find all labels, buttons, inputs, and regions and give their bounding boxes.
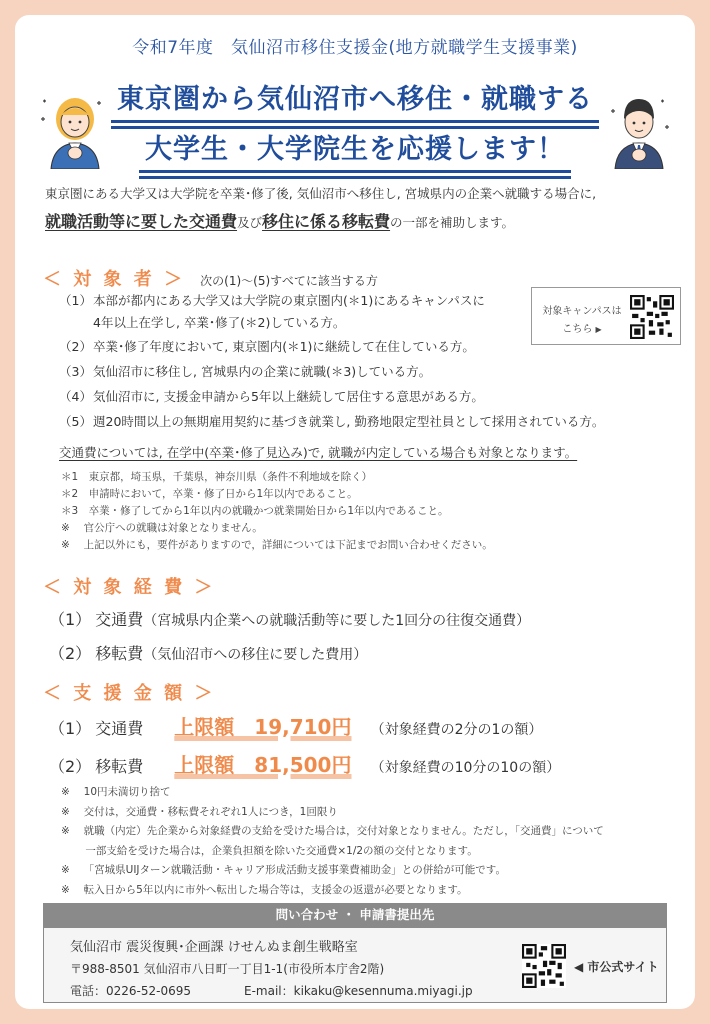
eligibility-item: 4年以上在学し, 卒業･修了(＊2)している方。	[93, 315, 346, 330]
amount-note: ※ 就職（内定）先企業から対象経費の支給を受けた場合は，交付対象となりません。ただし，「交通費」について	[61, 825, 604, 837]
amount-notes	[61, 783, 604, 900]
amount-note: 一部支給を受けた場合は，企業負担額を除いた交通費×1/2の額の交付となります。	[61, 844, 478, 857]
flyer-sheet	[15, 15, 695, 1009]
official-site-link[interactable]: ◀ 市公式サイト	[574, 960, 659, 974]
contact-address: 〒988-8501 気仙沼市八日町一丁目1-1(市役所本庁舎2階)	[70, 962, 385, 976]
contact-box	[43, 927, 667, 1003]
footnote: ＊2 申請時において，卒業・修了日から1年以内であること。	[61, 488, 358, 500]
official-site-qr-code-icon[interactable]	[522, 944, 566, 988]
eligibility-list-rest	[59, 337, 689, 432]
eligibility-item: （3）気仙沼市に移住し, 宮城県内の企業に就職(＊3)している方。	[59, 364, 432, 379]
amount-note: ※ 10円未満切り捨て	[61, 786, 171, 798]
eligibility-item: （1）本部が都内にある大学又は大学院の東京圏内(＊1)にあるキャンパスに	[59, 293, 485, 308]
expense-item-relocation: （2） 移転費（気仙沼市への移住に要した費用）	[49, 644, 368, 663]
male-student-illustration	[603, 91, 675, 169]
campus-qr-code-icon[interactable]	[630, 295, 674, 339]
amount-note: ※ 交付は，交通費・移転費それぞれ1人につき，1回限り	[61, 805, 338, 818]
expense-item-travel: （1） 交通費（宮城県内企業への就職活動等に要した1回分の往復交通費）	[49, 610, 531, 629]
headline-line-1: 東京圏から気仙沼市へ移住・就職する	[15, 77, 695, 123]
intro-line-2: 就職活動等に要した交通費及び移住に係る移転費の一部を補助します。	[45, 212, 515, 231]
campus-label-1: 対象キャンパスは	[542, 306, 622, 317]
eligibility-list	[59, 291, 539, 333]
female-student-illustration	[37, 91, 109, 169]
footnote: ＊3 卒業・修了してから1年以内の就職かつ就業開始日から1年以内であること。	[61, 505, 449, 517]
intro-strong-travel: 就職活動等に要した交通費	[45, 212, 238, 231]
contact-heading: 問い合わせ ・ 申請書提出先	[43, 903, 667, 927]
eligibility-heading	[43, 265, 378, 291]
headline-line-2: 大学生・大学院生を応援します！	[15, 127, 695, 173]
footnote: ※ 官公庁への就職は対象となりません。	[61, 522, 263, 534]
amounts-title: ＜ 支 援 金 額 ＞	[43, 683, 216, 704]
amount-item-travel: （1） 交通費 上限額 19,710円 （対象経費の2分の1の額）	[49, 715, 543, 739]
eligibility-note: 次の(1)～(5)すべてに該当する方	[200, 274, 378, 288]
flyer-subtitle: 令和7年度 気仙沼市移住支援金(地方就職学生支援事業)	[132, 38, 578, 58]
contact-email[interactable]: E-mail：kikaku@kesennuma.miyagi.jp	[244, 984, 473, 998]
eligibility-title: ＜ 対 象 者 ＞	[43, 269, 186, 290]
travel-eligibility-note: 交通費については, 在学中(卒業･修了見込み)で, 就職が内定している場合も対象となります。	[59, 445, 578, 460]
eligibility-item: （2）卒業･修了年度において, 東京圏内(＊1)に継続して在住している方。	[59, 339, 475, 354]
intro-line-1: 東京圏にある大学又は大学院を卒業･修了後, 気仙沼市へ移住し, 宮城県内の企業へ就職する場合に,	[45, 186, 597, 201]
eligibility-item: （5）週20時間以上の無期雇用契約に基づき就業し, 勤務地限定型社員として採用されている方。	[59, 414, 605, 429]
intro-strong-relocation: 移住に係る移転費	[262, 212, 391, 231]
amount-item-relocation: （2） 移転費 上限額 81,500円 （対象経費の10分の10の額）	[49, 753, 561, 777]
amount-travel-value: 上限額 19,710円	[174, 715, 352, 739]
expenses-title: ＜ 対 象 経 費 ＞	[43, 577, 216, 598]
eligibility-footnotes	[61, 469, 493, 554]
eligibility-item: （4）気仙沼市に, 支援金申請から5年以上継続して居住する意思がある方。	[59, 389, 484, 404]
footnote: ※ 上記以外にも，要件がありますので，詳細については下記までお問い合わせください。	[61, 539, 493, 551]
amount-note: ※ 転入日から5年以内に市外へ転出した場合等は，支援金の返還が必要となります。	[61, 883, 468, 896]
footnote: ＊1 東京都，埼玉県，千葉県，神奈川県（条件不利地域を除く）	[61, 471, 373, 483]
amount-relocation-value: 上限額 81,500円	[174, 753, 352, 777]
contact-office: 気仙沼市 震災復興･企画課 けせんぬま創生戦略室	[70, 940, 358, 955]
campus-qr-box[interactable]	[531, 287, 681, 345]
campus-label-2: こちら ▶	[562, 324, 602, 335]
contact-phone: 電話：0226-52-0695	[70, 984, 192, 998]
arrow-right-icon: ▶	[595, 325, 602, 334]
amount-note: ※ 「宮城県UIJターン就職活動・キャリア形成活動支援事業費補助金」との併給が可能です。	[61, 864, 506, 876]
